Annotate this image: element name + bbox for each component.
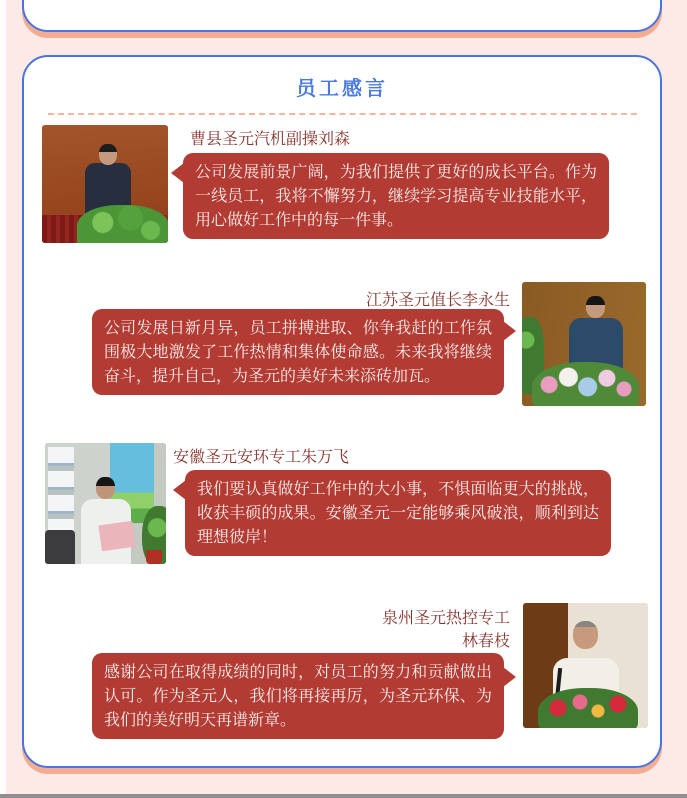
dashed-divider — [48, 113, 637, 115]
flower-arrangement — [538, 688, 638, 728]
testimonial-quote-bubble — [185, 470, 611, 556]
person-head — [99, 144, 117, 165]
plant-foliage — [77, 205, 168, 243]
bubble-tail-right — [503, 667, 516, 687]
pink-paper — [98, 521, 135, 551]
page-bottom-divider — [0, 794, 687, 798]
page-left-margin — [0, 0, 6, 798]
section-title: 员工感言 — [296, 76, 388, 100]
employee-name: 曹县圣元汽机副操刘森 — [190, 129, 351, 148]
employee-name-line2: 林春枝 — [461, 631, 510, 650]
employee-photo-linchunzhi — [523, 603, 648, 728]
person-head — [96, 477, 115, 499]
bubble-tail-left — [173, 480, 186, 500]
bubble-tail-right — [503, 321, 516, 341]
employee-photo-liyongsheng — [522, 282, 646, 406]
quote-text: 我们要认真做好工作中的大小事，不惧面临更大的挑战，收获丰硕的成果。安徽圣元一定能够乘风破浪，顺利到达理想彼岸！ — [197, 479, 599, 546]
flower-pot — [146, 550, 162, 564]
testimonial-quote-bubble — [92, 309, 504, 395]
quote-text: 公司发展前景广阔，为我们提供了更好的成长平台。作为一线员工，我将不懈努力，继续学习提高专业技能水平，用心做好工作中的每一件事。 — [195, 162, 597, 229]
testimonial-quote-bubble — [183, 153, 609, 239]
quote-text: 感谢公司在取得成绩的同时，对员工的努力和贡献做出认可。作为圣元人，我们将再接再厉，为圣元环保、为我们的美好明天再谱新章。 — [104, 662, 492, 729]
person-head — [573, 621, 598, 649]
flower-bouquet — [532, 362, 639, 406]
employee-name: 安徽圣元安环专工朱万飞 — [173, 447, 350, 466]
employee-name: 江苏圣元值长李永生 — [365, 290, 510, 309]
chair — [45, 530, 75, 564]
testimonial-quote-bubble — [92, 653, 504, 739]
employee-testimonials-card — [22, 55, 662, 768]
employee-photo-liusen — [42, 125, 168, 243]
previous-section-card-bottom — [22, 0, 662, 32]
person-head — [586, 296, 605, 318]
employee-name — [382, 606, 510, 652]
bubble-tail-left — [171, 163, 184, 183]
employee-name-line1: 泉州圣元热控专工 — [381, 608, 510, 627]
quote-text: 公司发展日新月异，员工拼搏进取、你争我赶的工作氛围极大地激发了工作热情和集体使命感。未来我将继续奋斗，提升自己，为圣元的美好未来添砖加瓦。 — [104, 318, 492, 385]
employee-photo-zhuwanfei — [45, 443, 166, 564]
